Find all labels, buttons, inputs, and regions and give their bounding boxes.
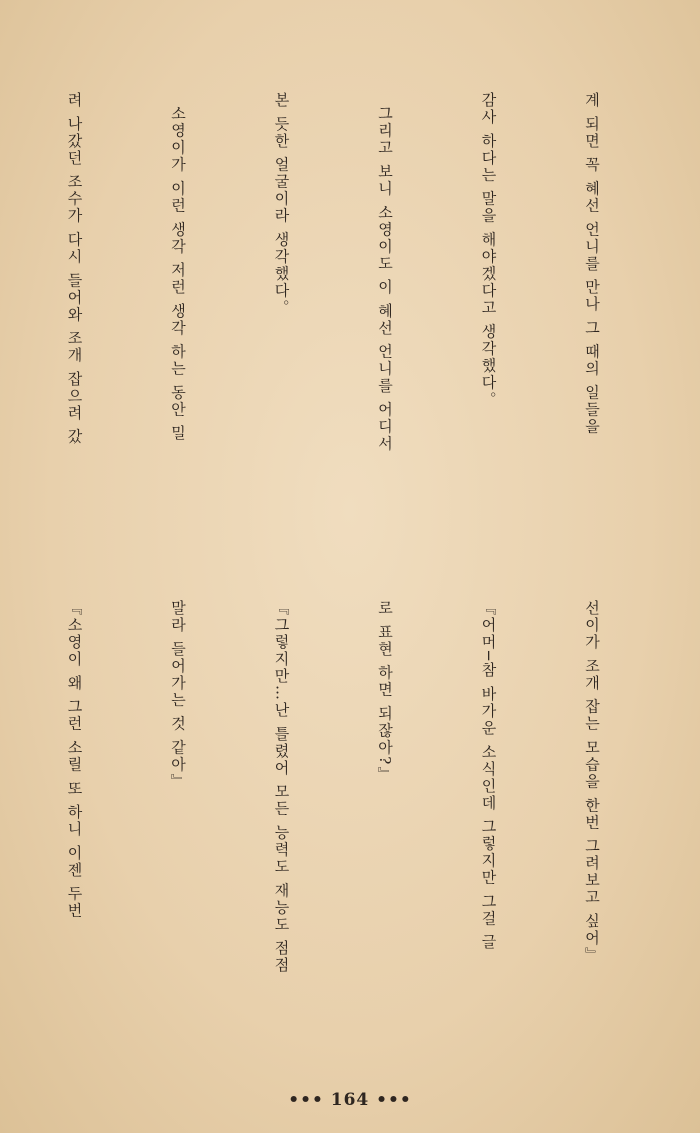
text-line: 소영이가 이런 생각 저런 생각 하는 동안 밀: [169, 92, 187, 442]
text-line: 선이가 조개 잡는 모습을 한번 그려보고 싶어』: [583, 600, 601, 964]
text-column-top: [58, 92, 678, 580]
text-line: 로 표현 하면 되잖아?』: [376, 600, 394, 784]
text-line: 계 되면 꼭 혜선 언니를 만나 그 때의 일들을: [583, 92, 601, 436]
text-column-bottom: [58, 600, 678, 1078]
text-line: 려 나갔던 조수가 다시 들어와 조개 잡으려 갔: [65, 92, 84, 446]
text-line: 그리고 보니 소영이도 이 혜선 언니를 어디서: [376, 92, 394, 453]
page-number: ••• 164 •••: [288, 1090, 412, 1110]
text-line: 『소영이 왜 그런 소릴 또 하니 이젠 두번: [65, 600, 84, 920]
text-line: 본 듯한 얼굴이라 생각했다。: [272, 92, 291, 317]
text-line: 『어머─참 바가운 소식인데 그렇지만 그걸 글: [479, 600, 498, 951]
text-line: 『그렇지만…난 틀렸어 모든 능력도 재능도 점점: [272, 600, 291, 974]
text-line: 감사 하다는 말을 해야겠다고 생각했다。: [479, 92, 498, 409]
text-line: 말라 들어가는 것 같아』: [169, 600, 187, 791]
